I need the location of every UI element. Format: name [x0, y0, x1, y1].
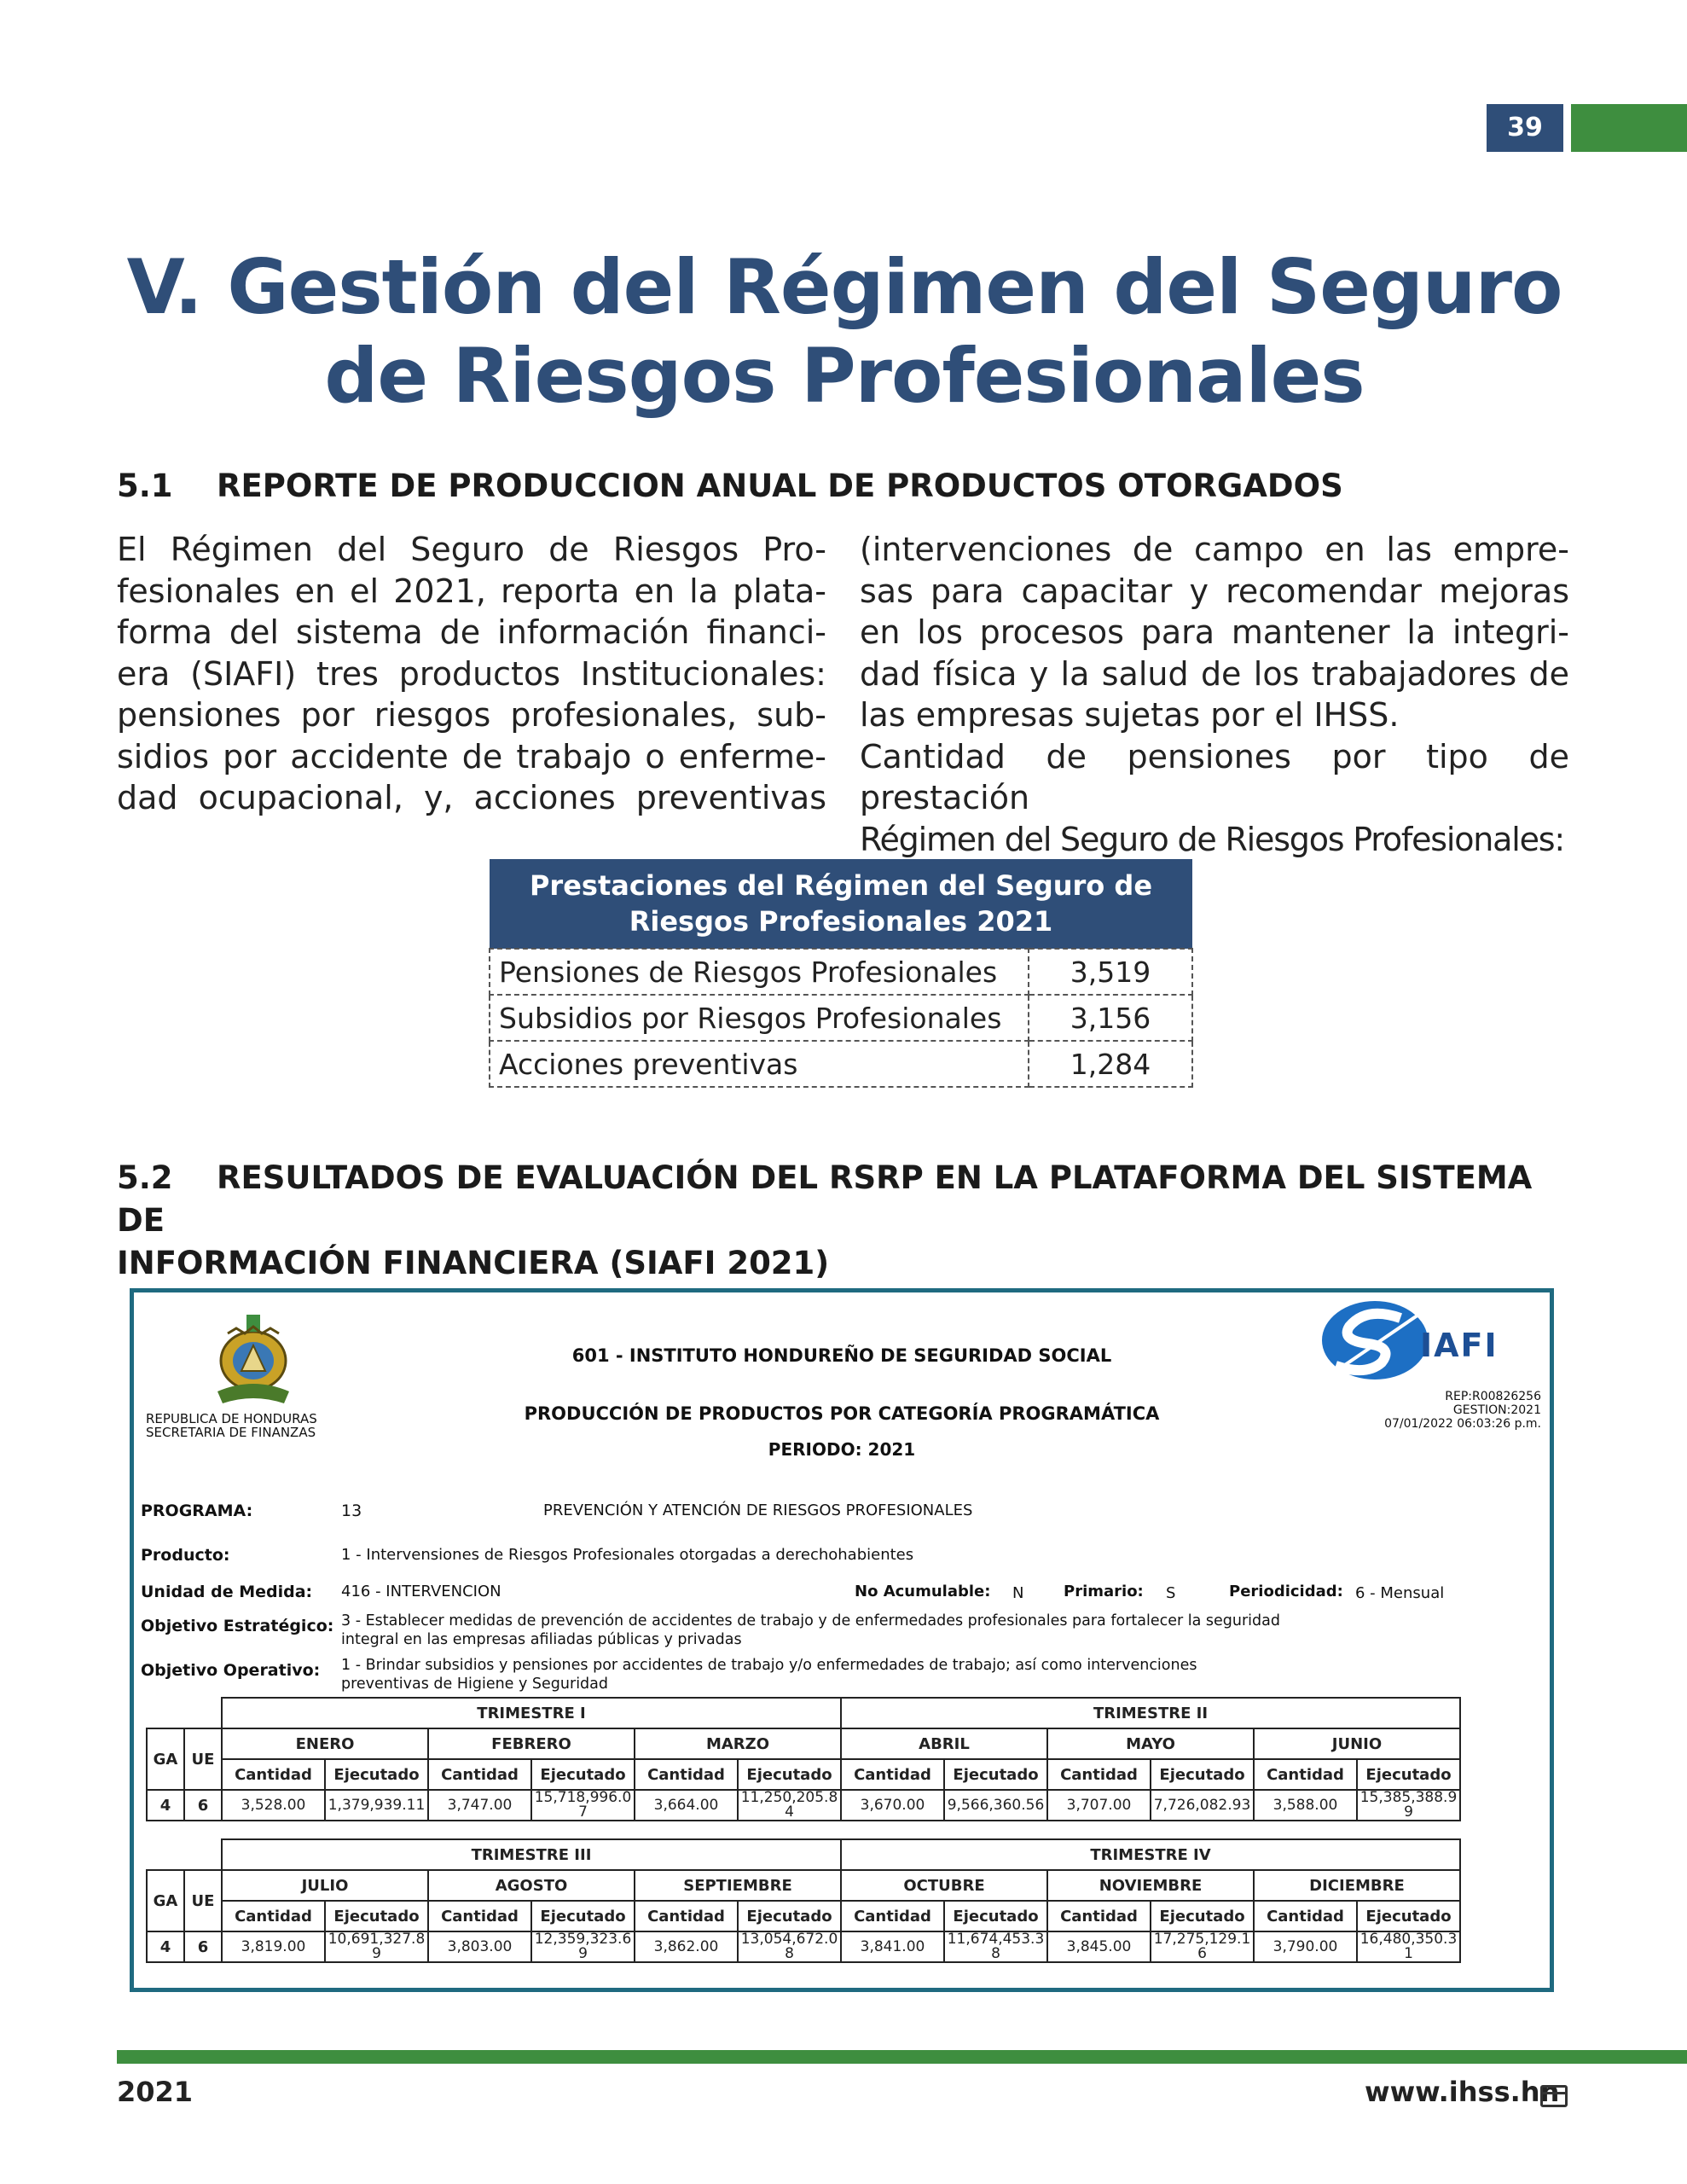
trimestre-header: TRIMESTRE II	[841, 1698, 1460, 1728]
programa-number: 13	[341, 1502, 362, 1520]
ejecutado-cell: 7,726,082.93	[1151, 1790, 1254, 1821]
ejecutado-header: Ejecutado	[325, 1901, 428, 1931]
month-header: JULIO	[222, 1870, 428, 1901]
cantidad-cell: 3,862.00	[635, 1931, 738, 1962]
programa-name: PREVENCIÓN Y ATENCIÓN DE RIESGOS PROFESIONALES	[543, 1502, 973, 1519]
table-header-line-2: Riesgos Profesionales 2021	[629, 905, 1053, 938]
cantidad-header: Cantidad	[841, 1901, 944, 1931]
ejecutado-cell: 9,566,360.56	[944, 1790, 1047, 1821]
browser-window-icon	[1540, 2085, 1568, 2107]
report-reference	[1311, 1390, 1541, 1431]
table-row	[147, 1790, 1460, 1821]
ejecutado-cell: 15,385,388.9 9	[1357, 1790, 1460, 1821]
body-line: sas para capacitar y recomendar mejoras	[860, 572, 1569, 610]
section-number: 5.2	[117, 1159, 173, 1196]
month-header: DICIEMBRE	[1254, 1870, 1460, 1901]
ejecutado-header: Ejecutado	[1357, 1759, 1460, 1790]
objetivo-estrategico-line-1: 3 - Establecer medidas de prevención de accidentes de trabajo y de enfermedades profesionales para fortalecer la seguridad	[341, 1612, 1280, 1629]
objetivo-estrategico-line-2: integral en las empresas afiliadas públicas y privadas	[341, 1631, 742, 1648]
ejecutado-cell: 1,379,939.11	[325, 1790, 428, 1821]
body-line: El Régimen del Seguro de Riesgos Pro-	[117, 531, 826, 568]
blank-cell	[147, 1698, 222, 1728]
month-header: MARZO	[635, 1728, 841, 1759]
periodicidad-value: 6 - Mensual	[1355, 1584, 1445, 1602]
cantidad-cell: 3,707.00	[1047, 1790, 1151, 1821]
page-number-accent-bar	[1571, 104, 1687, 152]
producto-label: Producto:	[141, 1546, 230, 1565]
month-header: NOVIEMBRE	[1047, 1870, 1254, 1901]
primario-value: S	[1166, 1584, 1176, 1602]
body-line: forma del sistema de información financi-	[117, 613, 826, 651]
subheader-row	[147, 1901, 1460, 1931]
cantidad-cell: 3,588.00	[1254, 1790, 1357, 1821]
cantidad-header: Cantidad	[1254, 1901, 1357, 1931]
month-row	[147, 1870, 1460, 1901]
cantidad-cell: 3,845.00	[1047, 1931, 1151, 1962]
ejecutado-header: Ejecutado	[738, 1901, 841, 1931]
objetivo-estrategico-label: Objetivo Estratégico:	[141, 1617, 334, 1635]
ejecutado-cell: 11,250,205.8 4	[738, 1790, 841, 1821]
ga-header: GA	[147, 1728, 184, 1790]
ejecutado-header: Ejecutado	[944, 1901, 1047, 1931]
body-line: fesionales en el 2021, reporta en la plata-	[117, 572, 826, 610]
objetivo-operativo-value	[341, 1656, 1197, 1693]
row-label: Acciones preventivas	[490, 1041, 1029, 1087]
table-header-row	[490, 859, 1192, 949]
ue-header: UE	[184, 1728, 222, 1790]
cantidad-cell: 3,747.00	[428, 1790, 531, 1821]
cantidad-header: Cantidad	[635, 1901, 738, 1931]
producto-value: 1 - Intervensiones de Riesgos Profesionales otorgadas a derechohabientes	[341, 1546, 914, 1564]
body-line: Régimen del Seguro de Riesgos Profesionales:	[860, 820, 1564, 858]
objetivo-operativo-line-2: preventivas de Higiene y Seguridad	[341, 1676, 608, 1693]
page-title	[85, 243, 1603, 421]
ejecutado-cell: 10,691,327.8 9	[325, 1931, 428, 1962]
body-line: pensiones por riesgos profesionales, sub-	[117, 696, 826, 734]
page-number: 39	[1487, 104, 1563, 152]
ejecutado-header: Ejecutado	[738, 1759, 841, 1790]
cantidad-header: Cantidad	[222, 1901, 325, 1931]
table-row	[490, 995, 1192, 1041]
objetivo-operativo-label: Objetivo Operativo:	[141, 1661, 321, 1680]
ga-header: GA	[147, 1870, 184, 1931]
cantidad-cell: 3,790.00	[1254, 1931, 1357, 1962]
body-line: las empresas sujetas por el IHSS.	[860, 696, 1400, 734]
report-period: PERIODO: 2021	[768, 1439, 916, 1460]
objetivo-operativo-line-1: 1 - Brindar subsidios y pensiones por accidentes de trabajo y/o enfermedades de trabajo; así como intervenciones	[341, 1657, 1197, 1674]
month-header: OCTUBRE	[841, 1870, 1047, 1901]
body-line: dad ocupacional, y, acciones preventivas	[117, 779, 826, 816]
footer-url-link[interactable]: www.ihss.hn	[1365, 2076, 1560, 2108]
prestaciones-table	[489, 859, 1193, 1088]
report-code: REP:R00826256	[1445, 1390, 1541, 1403]
body-line: Cantidad de pensiones por tipo de prestación	[860, 737, 1569, 816]
section-5-1-heading	[117, 465, 1343, 508]
ejecutado-cell: 16,480,350.3 1	[1357, 1931, 1460, 1962]
report-gestion: GESTION:2021	[1452, 1403, 1541, 1417]
row-value: 3,519	[1029, 949, 1192, 995]
periodicidad-label: Periodicidad:	[1229, 1583, 1343, 1600]
row-label: Pensiones de Riesgos Profesionales	[490, 949, 1029, 995]
cantidad-cell: 3,803.00	[428, 1931, 531, 1962]
unidad-value: 416 - INTERVENCION	[341, 1583, 501, 1600]
production-table-trimestre-3-4	[146, 1838, 1461, 1963]
section-title: REPORTE DE PRODUCCION ANUAL DE PRODUCTOS OTORGADOS	[217, 468, 1343, 504]
no-acumulable-label: No Acumulable:	[855, 1583, 991, 1600]
ejecutado-header: Ejecutado	[1151, 1759, 1254, 1790]
section-5-2-heading	[117, 1157, 1575, 1285]
programa-label: PROGRAMA:	[141, 1502, 253, 1520]
month-header: SEPTIEMBRE	[635, 1870, 841, 1901]
ejecutado-cell: 15,718,996.0 7	[531, 1790, 635, 1821]
ga-value: 4	[147, 1790, 184, 1821]
trimestre-header: TRIMESTRE I	[222, 1698, 841, 1728]
footer-year: 2021	[117, 2076, 194, 2108]
cantidad-header: Cantidad	[428, 1901, 531, 1931]
ejecutado-header: Ejecutado	[944, 1759, 1047, 1790]
body-line: dad física y la salud de los trabajadores de	[860, 654, 1569, 693]
ejecutado-cell: 17,275,129.1 6	[1151, 1931, 1254, 1962]
body-column-right	[860, 529, 1569, 860]
cantidad-header: Cantidad	[635, 1759, 738, 1790]
month-header: ENERO	[222, 1728, 428, 1759]
ejecutado-header: Ejecutado	[1357, 1901, 1460, 1931]
trimestre-header: TRIMESTRE IV	[841, 1839, 1460, 1870]
cantidad-header: Cantidad	[1047, 1759, 1151, 1790]
blank-cell	[147, 1839, 222, 1870]
table-row	[490, 949, 1192, 995]
republica-line-1: REPUBLICA DE HONDURAS	[146, 1411, 317, 1426]
section-title-line-1: RESULTADOS DE EVALUACIÓN DEL RSRP EN LA PLATAFORMA DEL SISTEMA DE	[117, 1159, 1533, 1239]
subheader-row	[147, 1759, 1460, 1790]
trimestre-row	[147, 1698, 1460, 1728]
table-header-line-1: Prestaciones del Régimen del Seguro de	[529, 869, 1153, 902]
cantidad-header: Cantidad	[1254, 1759, 1357, 1790]
trimestre-row	[147, 1839, 1460, 1870]
report-timestamp: 07/01/2022 06:03:26 p.m.	[1384, 1417, 1541, 1431]
table-row	[147, 1931, 1460, 1962]
cantidad-header: Cantidad	[841, 1759, 944, 1790]
ejecutado-header: Ejecutado	[531, 1759, 635, 1790]
ejecutado-header: Ejecutado	[531, 1901, 635, 1931]
cantidad-cell: 3,841.00	[841, 1931, 944, 1962]
unidad-label: Unidad de Medida:	[141, 1583, 313, 1601]
section-number: 5.1	[117, 468, 173, 504]
institution-title: 601 - INSTITUTO HONDUREÑO DE SEGURIDAD SOCIAL	[571, 1345, 1112, 1366]
primario-label: Primario:	[1064, 1583, 1144, 1600]
row-value: 3,156	[1029, 995, 1192, 1041]
cantidad-header: Cantidad	[428, 1759, 531, 1790]
cantidad-cell: 3,819.00	[222, 1931, 325, 1962]
body-line: en los procesos para mantener la integri-	[860, 613, 1569, 651]
no-acumulable-value: N	[1012, 1584, 1024, 1602]
body-line: era (SIAFI) tres productos Institucionales:	[117, 654, 826, 693]
section-title-line-2: INFORMACIÓN FINANCIERA (SIAFI 2021)	[117, 1245, 830, 1281]
cantidad-cell: 3,670.00	[841, 1790, 944, 1821]
ejecutado-cell: 13,054,672.0 8	[738, 1931, 841, 1962]
month-header: ABRIL	[841, 1728, 1047, 1759]
page-title-line-1: V. Gestión del Régimen del Seguro	[126, 243, 1562, 331]
ejecutado-header: Ejecutado	[325, 1759, 428, 1790]
cantidad-header: Cantidad	[1047, 1901, 1151, 1931]
ejecutado-cell: 11,674,453.3 8	[944, 1931, 1047, 1962]
ue-value: 6	[184, 1790, 222, 1821]
siafi-report-image	[130, 1288, 1554, 1992]
page-title-line-2: de Riesgos Profesionales	[324, 332, 1365, 420]
ue-value: 6	[184, 1931, 222, 1962]
cantidad-header: Cantidad	[222, 1759, 325, 1790]
footer-divider	[117, 2050, 1687, 2064]
ejecutado-header: Ejecutado	[1151, 1901, 1254, 1931]
ue-header: UE	[184, 1870, 222, 1931]
month-header: AGOSTO	[428, 1870, 635, 1901]
objetivo-estrategico-value	[341, 1612, 1280, 1649]
report-title: PRODUCCIÓN DE PRODUCTOS POR CATEGORÍA PROGRAMÁTICA	[524, 1403, 1160, 1424]
month-header: JUNIO	[1254, 1728, 1460, 1759]
table-header	[490, 859, 1192, 949]
month-header: MAYO	[1047, 1728, 1254, 1759]
month-header: FEBRERO	[428, 1728, 635, 1759]
row-label: Subsidios por Riesgos Profesionales	[490, 995, 1029, 1041]
body-column-left	[117, 529, 826, 819]
republica-line-2: SECRETARIA DE FINANZAS	[146, 1425, 316, 1440]
production-table-trimestre-1-2	[146, 1697, 1461, 1821]
cantidad-cell: 3,664.00	[635, 1790, 738, 1821]
row-value: 1,284	[1029, 1041, 1192, 1087]
body-line: sidios por accidente de trabajo o enferme-	[117, 737, 826, 775]
table-row	[490, 1041, 1192, 1087]
ejecutado-cell: 12,359,323.6 9	[531, 1931, 635, 1962]
siafi-logo-text: IAFI	[1420, 1327, 1499, 1364]
trimestre-header: TRIMESTRE III	[222, 1839, 841, 1870]
ga-value: 4	[147, 1931, 184, 1962]
month-row	[147, 1728, 1460, 1759]
body-line: (intervenciones de campo en las empre-	[860, 531, 1569, 568]
cantidad-cell: 3,528.00	[222, 1790, 325, 1821]
